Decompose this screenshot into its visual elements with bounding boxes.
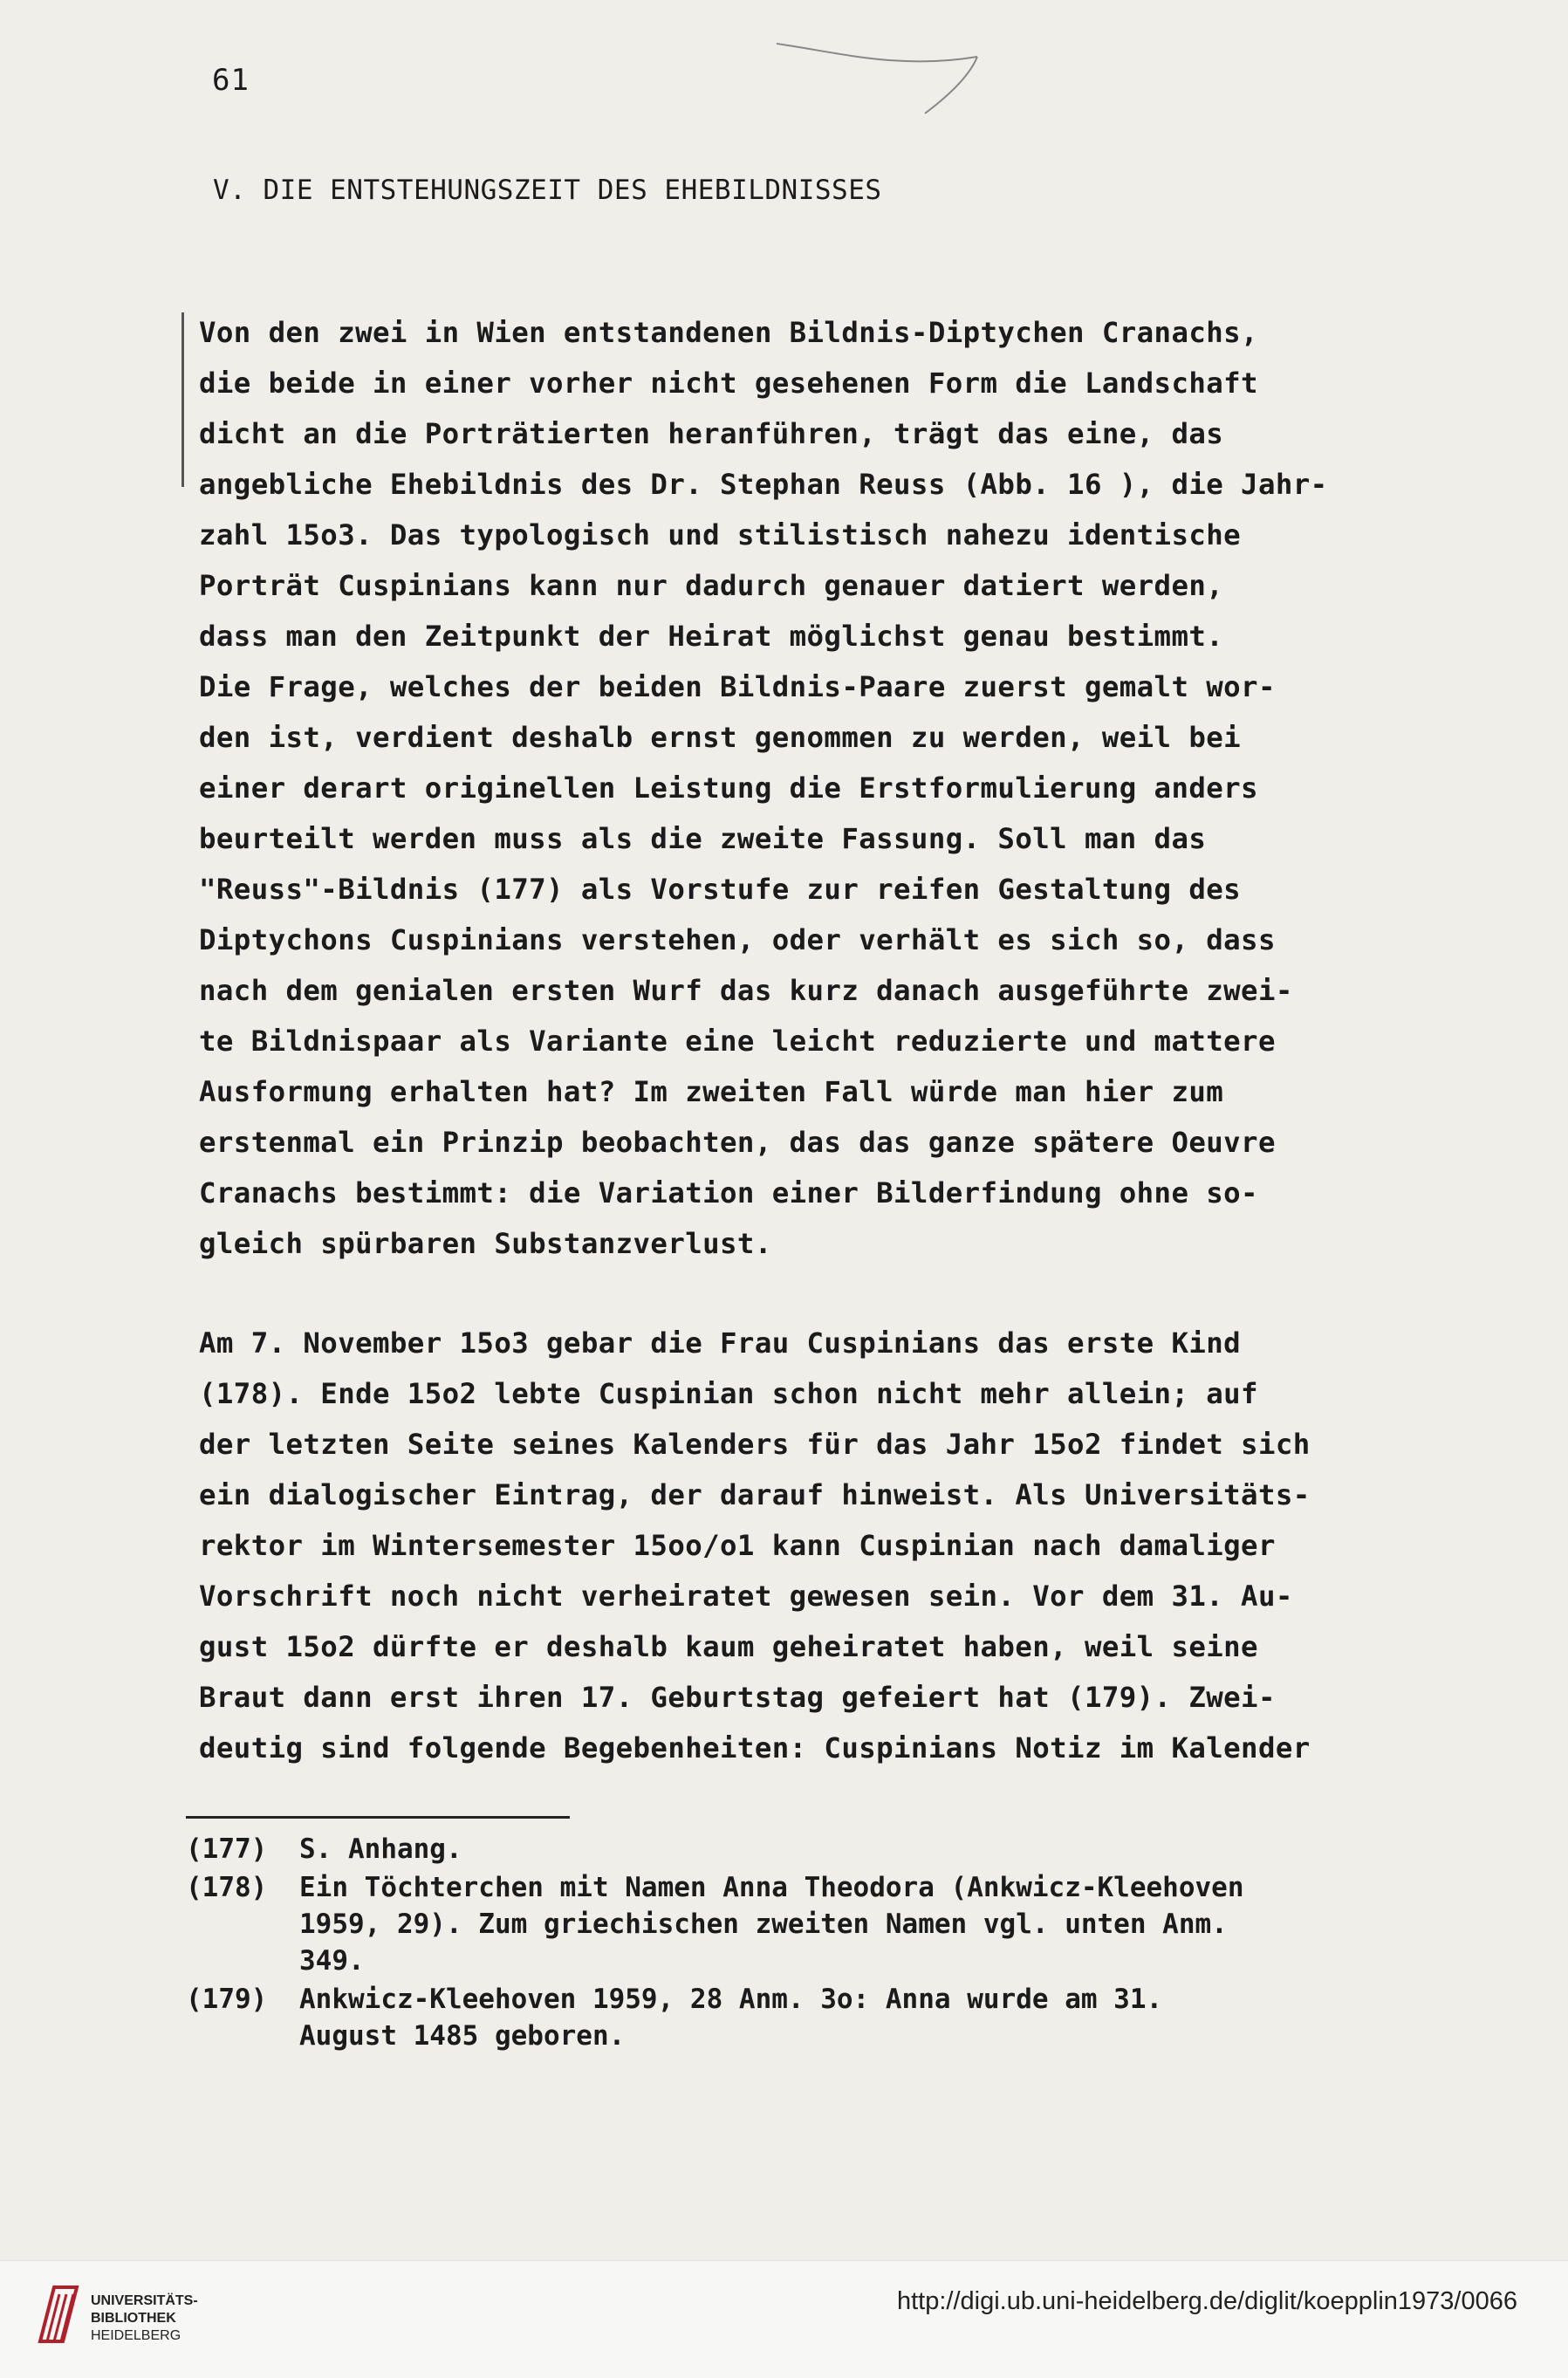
text-line: angebliche Ehebildnis des Dr. Stephan Reuss (Abb. 16 ), die Jahr- (199, 468, 1328, 501)
text-line: rektor im Wintersemester 15oo/o1 kann Cuspinian nach damaliger (199, 1529, 1276, 1562)
text-line: Ausformung erhalten hat? Im zweiten Fall würde man hier zum (199, 1075, 1224, 1108)
footnote-text (299, 1981, 1460, 2054)
footnote-line: S. Anhang. (299, 1833, 462, 1865)
text-line: Von den zwei in Wien entstandenen Bildnis-Diptychen Cranachs, (199, 316, 1258, 349)
text-line: Vorschrift noch nicht verheiratet gewesen sein. Vor dem 31. Au- (199, 1580, 1293, 1613)
library-name-line: HEIDELBERG (91, 2328, 181, 2343)
text-line: nach dem genialen ersten Wurf das kurz danach ausgeführte zwei- (199, 974, 1293, 1007)
footnote-number: (179) (186, 1984, 268, 2015)
library-logo-icon[interactable] (35, 2280, 82, 2350)
text-line: ein dialogischer Eintrag, der darauf hinweist. Als Universitäts- (199, 1478, 1311, 1511)
footnote-text (299, 1869, 1460, 1979)
text-line: Am 7. November 15o3 gebar die Frau Cuspinians das erste Kind (199, 1326, 1242, 1360)
text-line: Diptychons Cuspinians verstehen, oder verhält es sich so, dass (199, 923, 1276, 956)
permalink-url[interactable]: http://digi.ub.uni-heidelberg.de/diglit/koepplin1973/0066 (896, 2287, 1517, 2315)
footnote-177 (186, 1831, 1460, 1867)
text-line: zahl 15o3. Das typologisch und stilistisch nahezu identische (199, 518, 1242, 552)
pencil-mark (768, 17, 995, 122)
footnote-text (299, 1831, 1460, 1867)
footnote-number: (178) (186, 1872, 268, 1903)
text-line: gleich spürbaren Substanzverlust. (199, 1227, 772, 1260)
text-line: den ist, verdient deshalb ernst genommen zu werden, weil bei (199, 721, 1242, 754)
footnote-line: August 1485 geboren. (299, 2020, 626, 2052)
footnote-divider (186, 1816, 570, 1819)
text-line: dicht an die Porträtierten heranführen, trägt das eine, das (199, 417, 1224, 450)
margin-mark (181, 312, 184, 487)
footnote-number: (177) (186, 1833, 268, 1865)
paragraph-2 (199, 1318, 1455, 1773)
text-line: einer derart originellen Leistung die Erstformulierung anders (199, 771, 1258, 805)
library-name-line: BIBLIOTHEK (91, 2311, 176, 2326)
text-line: Braut dann erst ihren 17. Geburtstag gefeiert hat (179). Zwei- (199, 1681, 1276, 1714)
chapter-heading: V. DIE ENTSTEHUNGSZEIT DES EHEBILDNISSES (213, 175, 882, 206)
text-line: "Reuss"-Bildnis (177) als Vorstufe zur reifen Gestaltung des (199, 873, 1242, 906)
library-name[interactable] (91, 2292, 198, 2345)
text-line: Die Frage, welches der beiden Bildnis-Paare zuerst gemalt wor- (199, 670, 1276, 703)
footnote-179 (186, 1981, 1460, 2054)
footnote-line: Ankwicz-Kleehoven 1959, 28 Anm. 3o: Anna wurde am 31. (299, 1984, 1163, 2015)
footnote-line: 1959, 29). Zum griechischen zweiten Namen vgl. unten Anm. (299, 1909, 1228, 1940)
footnotes (186, 1831, 1460, 2056)
text-line: te Bildnispaar als Variante eine leicht reduzierte und mattere (199, 1025, 1276, 1058)
text-line: der letzten Seite seines Kalenders für das Jahr 15o2 findet sich (199, 1428, 1311, 1461)
text-line: Cranachs bestimmt: die Variation einer Bilderfindung ohne so- (199, 1176, 1258, 1210)
paragraph-1 (199, 307, 1455, 1269)
footnote-line: 349. (299, 1945, 365, 1977)
footnote-178 (186, 1869, 1460, 1979)
text-line: Porträt Cuspinians kann nur dadurch genauer datiert werden, (199, 569, 1224, 602)
footnote-line: Ein Töchterchen mit Namen Anna Theodora (Ankwicz-Kleehoven (299, 1872, 1244, 1903)
text-line: deutig sind folgende Begebenheiten: Cuspinians Notiz im Kalender (199, 1731, 1311, 1765)
text-line: beurteilt werden muss als die zweite Fassung. Soll man das (199, 822, 1207, 855)
text-line: die beide in einer vorher nicht gesehenen Form die Landschaft (199, 367, 1258, 400)
text-line: gust 15o2 dürfte er deshalb kaum geheiratet haben, weil seine (199, 1630, 1258, 1663)
library-name-line: UNIVERSITÄTS- (91, 2293, 198, 2308)
text-line: (178). Ende 15o2 lebte Cuspinian schon nicht mehr allein; auf (199, 1377, 1258, 1410)
page-number: 61 (212, 63, 250, 98)
text-line: dass man den Zeitpunkt der Heirat möglichst genau bestimmt. (199, 620, 1224, 653)
text-line: erstenmal ein Prinzip beobachten, das das ganze spätere Oeuvre (199, 1126, 1276, 1159)
footer-bar (0, 2260, 1568, 2378)
